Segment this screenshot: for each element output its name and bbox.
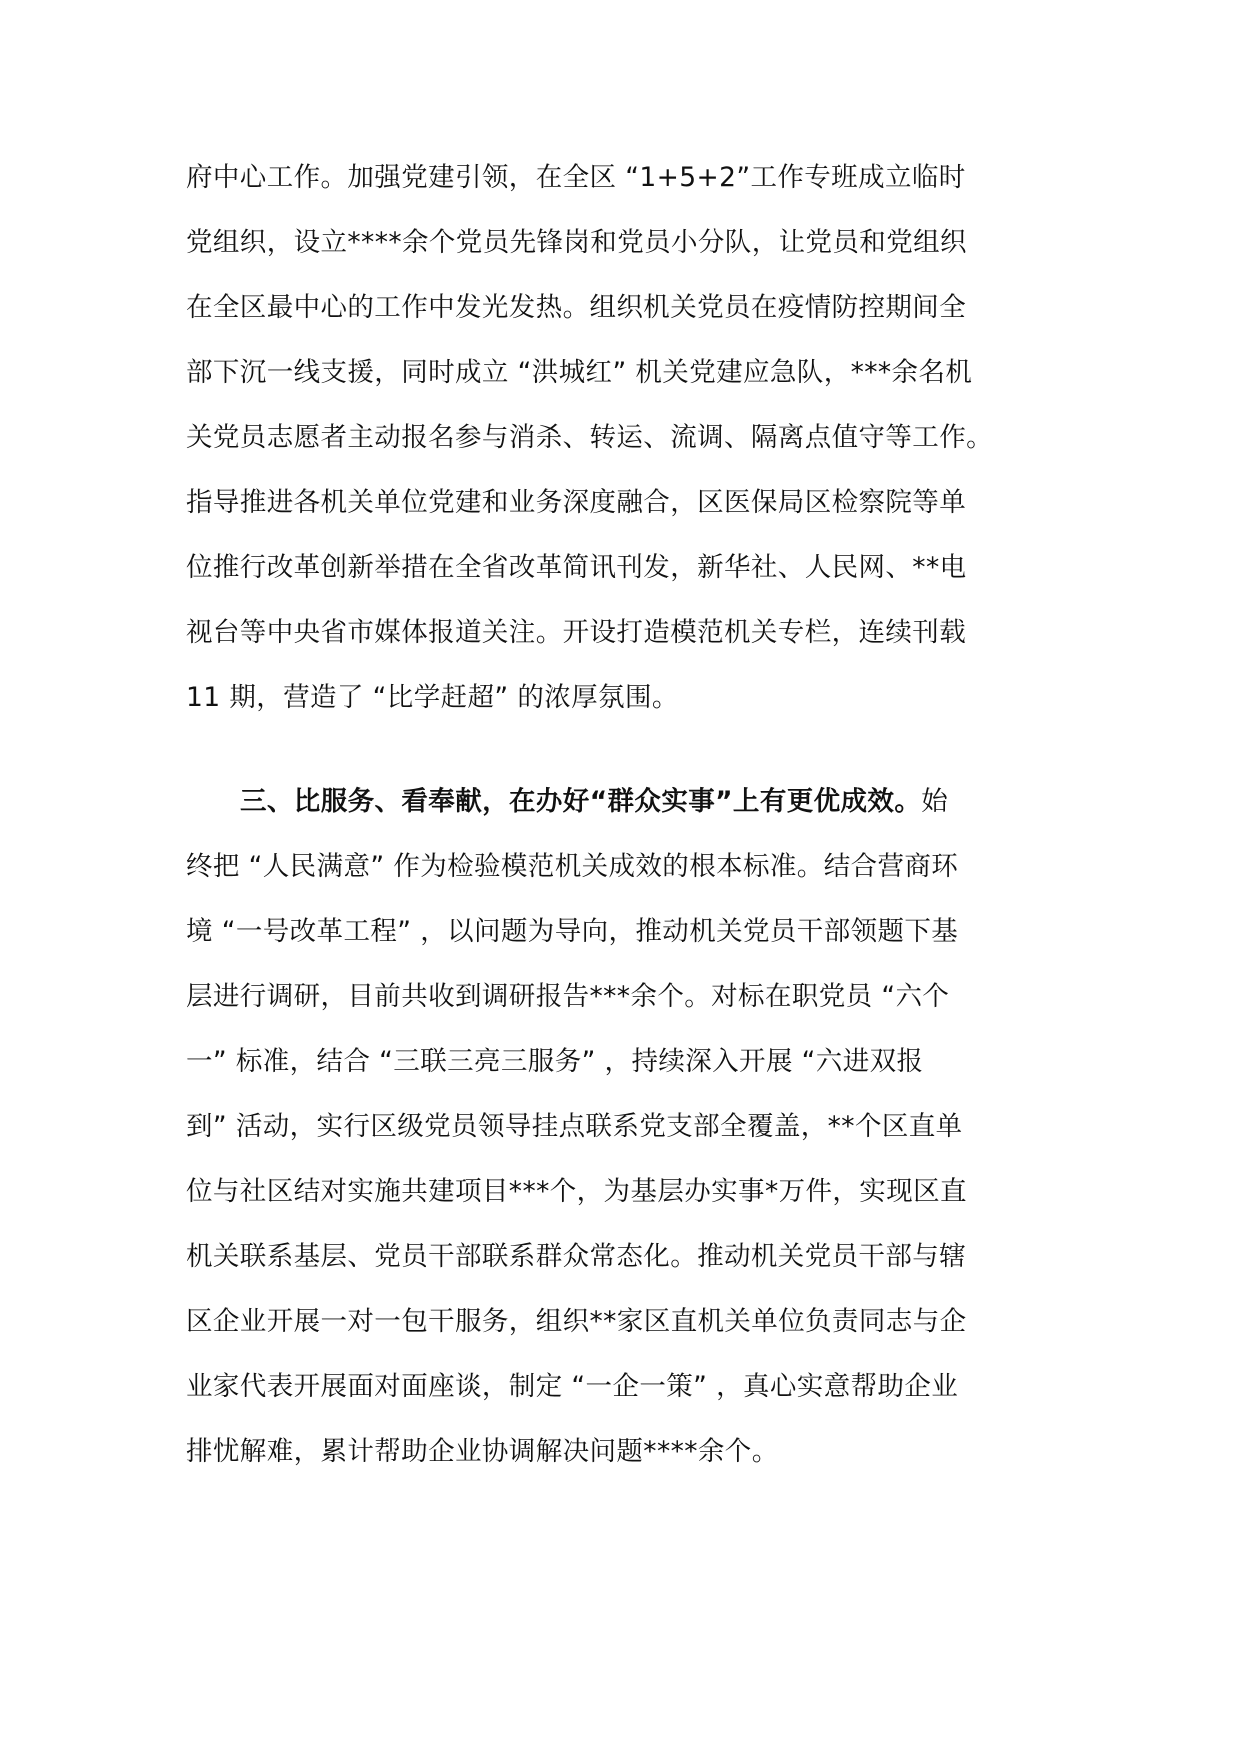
paragraph-1-line: 党组织，设立****余个党员先锋岗和党员小分队，让党员和党组织: [186, 227, 967, 258]
paragraph-1: [186, 145, 1062, 730]
paragraph-2-line: 业家代表开展面对面座谈，制定 “一企一策” ，真心实意帮助企业: [186, 1371, 959, 1402]
paragraph-2-line: 到” 活动，实行区级党员领导挂点联系党支部全覆盖，**个区直单: [186, 1111, 963, 1142]
paragraph-1-line: 部下沉一线支援，同时成立 “洪城红” 机关党建应急队，***余名机: [186, 357, 973, 388]
paragraph-1-line: 11 期，营造了 “比学赶超” 的浓厚氛围。: [186, 682, 679, 713]
paragraph-2-line: 区企业开展一对一包干服务，组织**家区直机关单位负责同志与企: [186, 1306, 967, 1337]
paragraph-2-line: 一” 标准，结合 “三联三亮三服务” ，持续深入开展 “六进双报: [186, 1046, 924, 1077]
paragraph-1-line: 指导推进各机关单位党建和业务深度融合，区医保局区检察院等单: [186, 487, 967, 518]
paragraph-2-line: 终把 “人民满意” 作为检验模范机关成效的根本标准。结合营商环: [186, 851, 959, 882]
paragraph-1-line: 视台等中央省市媒体报道关注。开设打造模范机关专栏，连续刊载: [186, 617, 967, 648]
paragraph-1-line: 府中心工作。加强党建引领，在全区 “1+5+2”工作专班成立临时: [186, 162, 966, 193]
paragraph-2-line: 位与社区结对实施共建项目***个，为基层办实事*万件，实现区直: [186, 1176, 967, 1207]
paragraph-2-line: 境 “一号改革工程” ，以问题为导向，推动机关党员干部领题下基: [186, 916, 959, 947]
section-heading: 三、比服务、看奉献，在办好“群众实事”上有更优成效。: [240, 786, 922, 817]
paragraph-1-line: 关党员志愿者主动报名参与消杀、转运、流调、隔离点值守等工作。: [186, 422, 993, 453]
paragraph-1-line: 位推行改革创新举措在全省改革简讯刊发，新华社、人民网、**电: [186, 552, 967, 583]
paragraph-2-line: 层进行调研，目前共收到调研报告***余个。对标在职党员 “六个: [186, 981, 950, 1012]
paragraph-2-first-line-tail: 始: [921, 786, 949, 817]
paragraph-1-line: 在全区最中心的工作中发光发热。组织机关党员在疫情防控期间全: [186, 292, 967, 323]
paragraph-2-line: 排忧解难，累计帮助企业协调解决问题****余个。: [186, 1436, 779, 1467]
paragraph-2-line: 机关联系基层、党员干部联系群众常态化。推动机关党员干部与辖: [186, 1241, 967, 1272]
paragraph-2-first-line: [186, 769, 1062, 834]
paragraph-2: [186, 769, 1062, 1484]
